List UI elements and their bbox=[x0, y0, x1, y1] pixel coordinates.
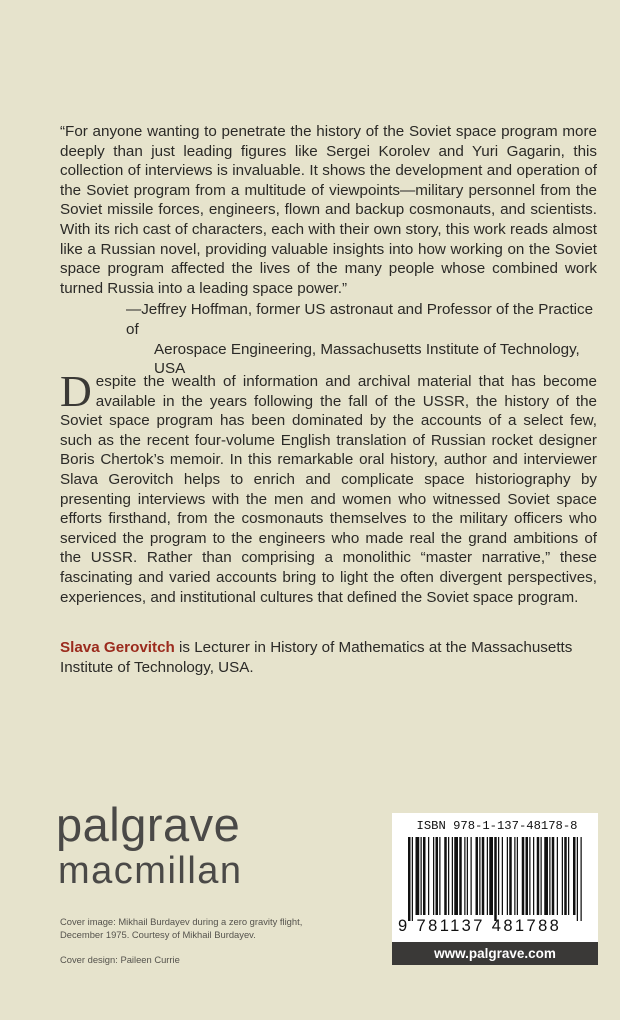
author-bio-text: is Lecturer in History of Mathematics at the Massachusetts Institute of Technology, USA. bbox=[60, 639, 573, 676]
barcode-bar bbox=[459, 837, 462, 915]
barcode-bar bbox=[471, 837, 472, 915]
barcode-bar bbox=[581, 837, 582, 921]
author-name: Slava Gerovitch bbox=[60, 639, 175, 656]
cover-design-credit: Cover design: Paileen Currie bbox=[60, 954, 180, 965]
barcode-bar bbox=[537, 837, 540, 915]
barcode-bar bbox=[428, 837, 429, 915]
barcode-bar bbox=[433, 837, 434, 915]
barcode-bar bbox=[498, 837, 499, 915]
cover-image-credit: Cover image: Mikhail Burdayev during a zero gravity flight, December 1975. Courtesy of Mikhail Burdayev. bbox=[60, 916, 303, 940]
barcode-bar bbox=[423, 837, 426, 915]
barcode-bar bbox=[464, 837, 465, 915]
barcode-bar bbox=[557, 837, 558, 915]
barcode-bar bbox=[408, 837, 411, 921]
barcode-bar bbox=[454, 837, 458, 915]
author-bio bbox=[60, 638, 597, 677]
barcode-bar bbox=[522, 837, 525, 915]
barcode-bar bbox=[502, 837, 503, 915]
barcode-bar bbox=[529, 837, 530, 915]
barcode-bar bbox=[448, 837, 449, 915]
barcode-bar bbox=[541, 837, 542, 915]
barcode-bar bbox=[526, 837, 529, 915]
barcode-digits: 9 781137 481788 bbox=[398, 917, 562, 935]
barcode-bar bbox=[421, 837, 422, 915]
barcode-bar bbox=[489, 837, 493, 915]
endorsement-quote: “For anyone wanting to penetrate the history of the Soviet space program more deeply than just leading figures like Sergei Korolev and Yuri Gagarin, this collection of interviews is invaluable. It shows the development and operation of the Soviet program from a multitude of viewpoints—military personnel from the Soviet missile forces, engineers, flown and backup cosmonauts, and scientists. With its rich cast of characters, each with their own story, this work reads almost like a Russian novel, providing valuable insights into how working on the Soviet space program affected the lives of the many people whose combined work turned Russia into a leading space power.” bbox=[60, 123, 597, 297]
publisher-url[interactable]: www.palgrave.com bbox=[392, 942, 598, 965]
attribution-line-2: Aerospace Engineering, Massachusetts Institute of Technology, USA bbox=[154, 340, 580, 378]
barcode-bar bbox=[436, 837, 439, 915]
barcode-bar bbox=[467, 837, 468, 915]
barcode-bar bbox=[476, 837, 479, 915]
barcode-bar bbox=[452, 837, 453, 915]
barcode-bar bbox=[416, 837, 420, 915]
publisher-logo-line-1: palgrave bbox=[56, 798, 241, 851]
barcode-bar bbox=[479, 837, 480, 915]
drop-cap: D bbox=[60, 367, 92, 416]
publisher-logo bbox=[56, 800, 243, 892]
barcode-bar bbox=[562, 837, 563, 915]
barcode-bar bbox=[564, 837, 567, 915]
isbn-label: ISBN 978-1-137-48178-8 bbox=[416, 819, 578, 833]
description-text: espite the wealth of information and archival material that has become available in the years following the fall of the USSR, the history of the Soviet space program has been dominated by the accounts of a select few, such as the recent four-volume English translation of Russian rocket designer Boris Chertok’s memoir. In this remarkable oral history, author and interviewer Slava Gerovitch helps to enrich and complicate space historiography by presenting interviews with the men and women who witnessed Soviet space efforts firsthand, from the cosmonauts themselves to the military officers who serviced the program to the engineers who made real the grand ambitions of the USSR. Rather than comprising a monolithic “master narrative,” these fascinating and varied accounts bring to light the often divergent perspectives, experiences, and institutional cultures that defined the Soviet space program. bbox=[60, 373, 597, 606]
barcode-bar bbox=[482, 837, 485, 915]
publisher-logo-line-2: macmillan bbox=[58, 850, 243, 892]
barcode-bar bbox=[577, 837, 578, 921]
barcode-bar bbox=[573, 837, 576, 915]
barcode-bar bbox=[517, 837, 518, 915]
barcode-bar bbox=[444, 837, 447, 915]
book-description bbox=[60, 367, 597, 607]
barcode-bar bbox=[487, 837, 488, 915]
barcode-bar bbox=[544, 837, 548, 915]
barcode-bar bbox=[412, 837, 413, 921]
barcode-bar bbox=[552, 837, 555, 915]
barcode-bars bbox=[402, 837, 588, 921]
barcode-bar bbox=[439, 837, 440, 915]
barcode-panel bbox=[392, 813, 598, 965]
attribution-line-1: —Jeffrey Hoffman, former US astronaut and Professor of the Practice of bbox=[126, 301, 594, 338]
barcode-bar bbox=[514, 837, 515, 915]
barcode-bar bbox=[533, 837, 534, 915]
barcode-bar bbox=[509, 837, 512, 915]
barcode-bar bbox=[507, 837, 508, 915]
barcode-bar bbox=[549, 837, 550, 915]
barcode-bar bbox=[568, 837, 569, 915]
endorsement-attribution bbox=[126, 300, 597, 379]
barcode-bar bbox=[494, 837, 497, 921]
